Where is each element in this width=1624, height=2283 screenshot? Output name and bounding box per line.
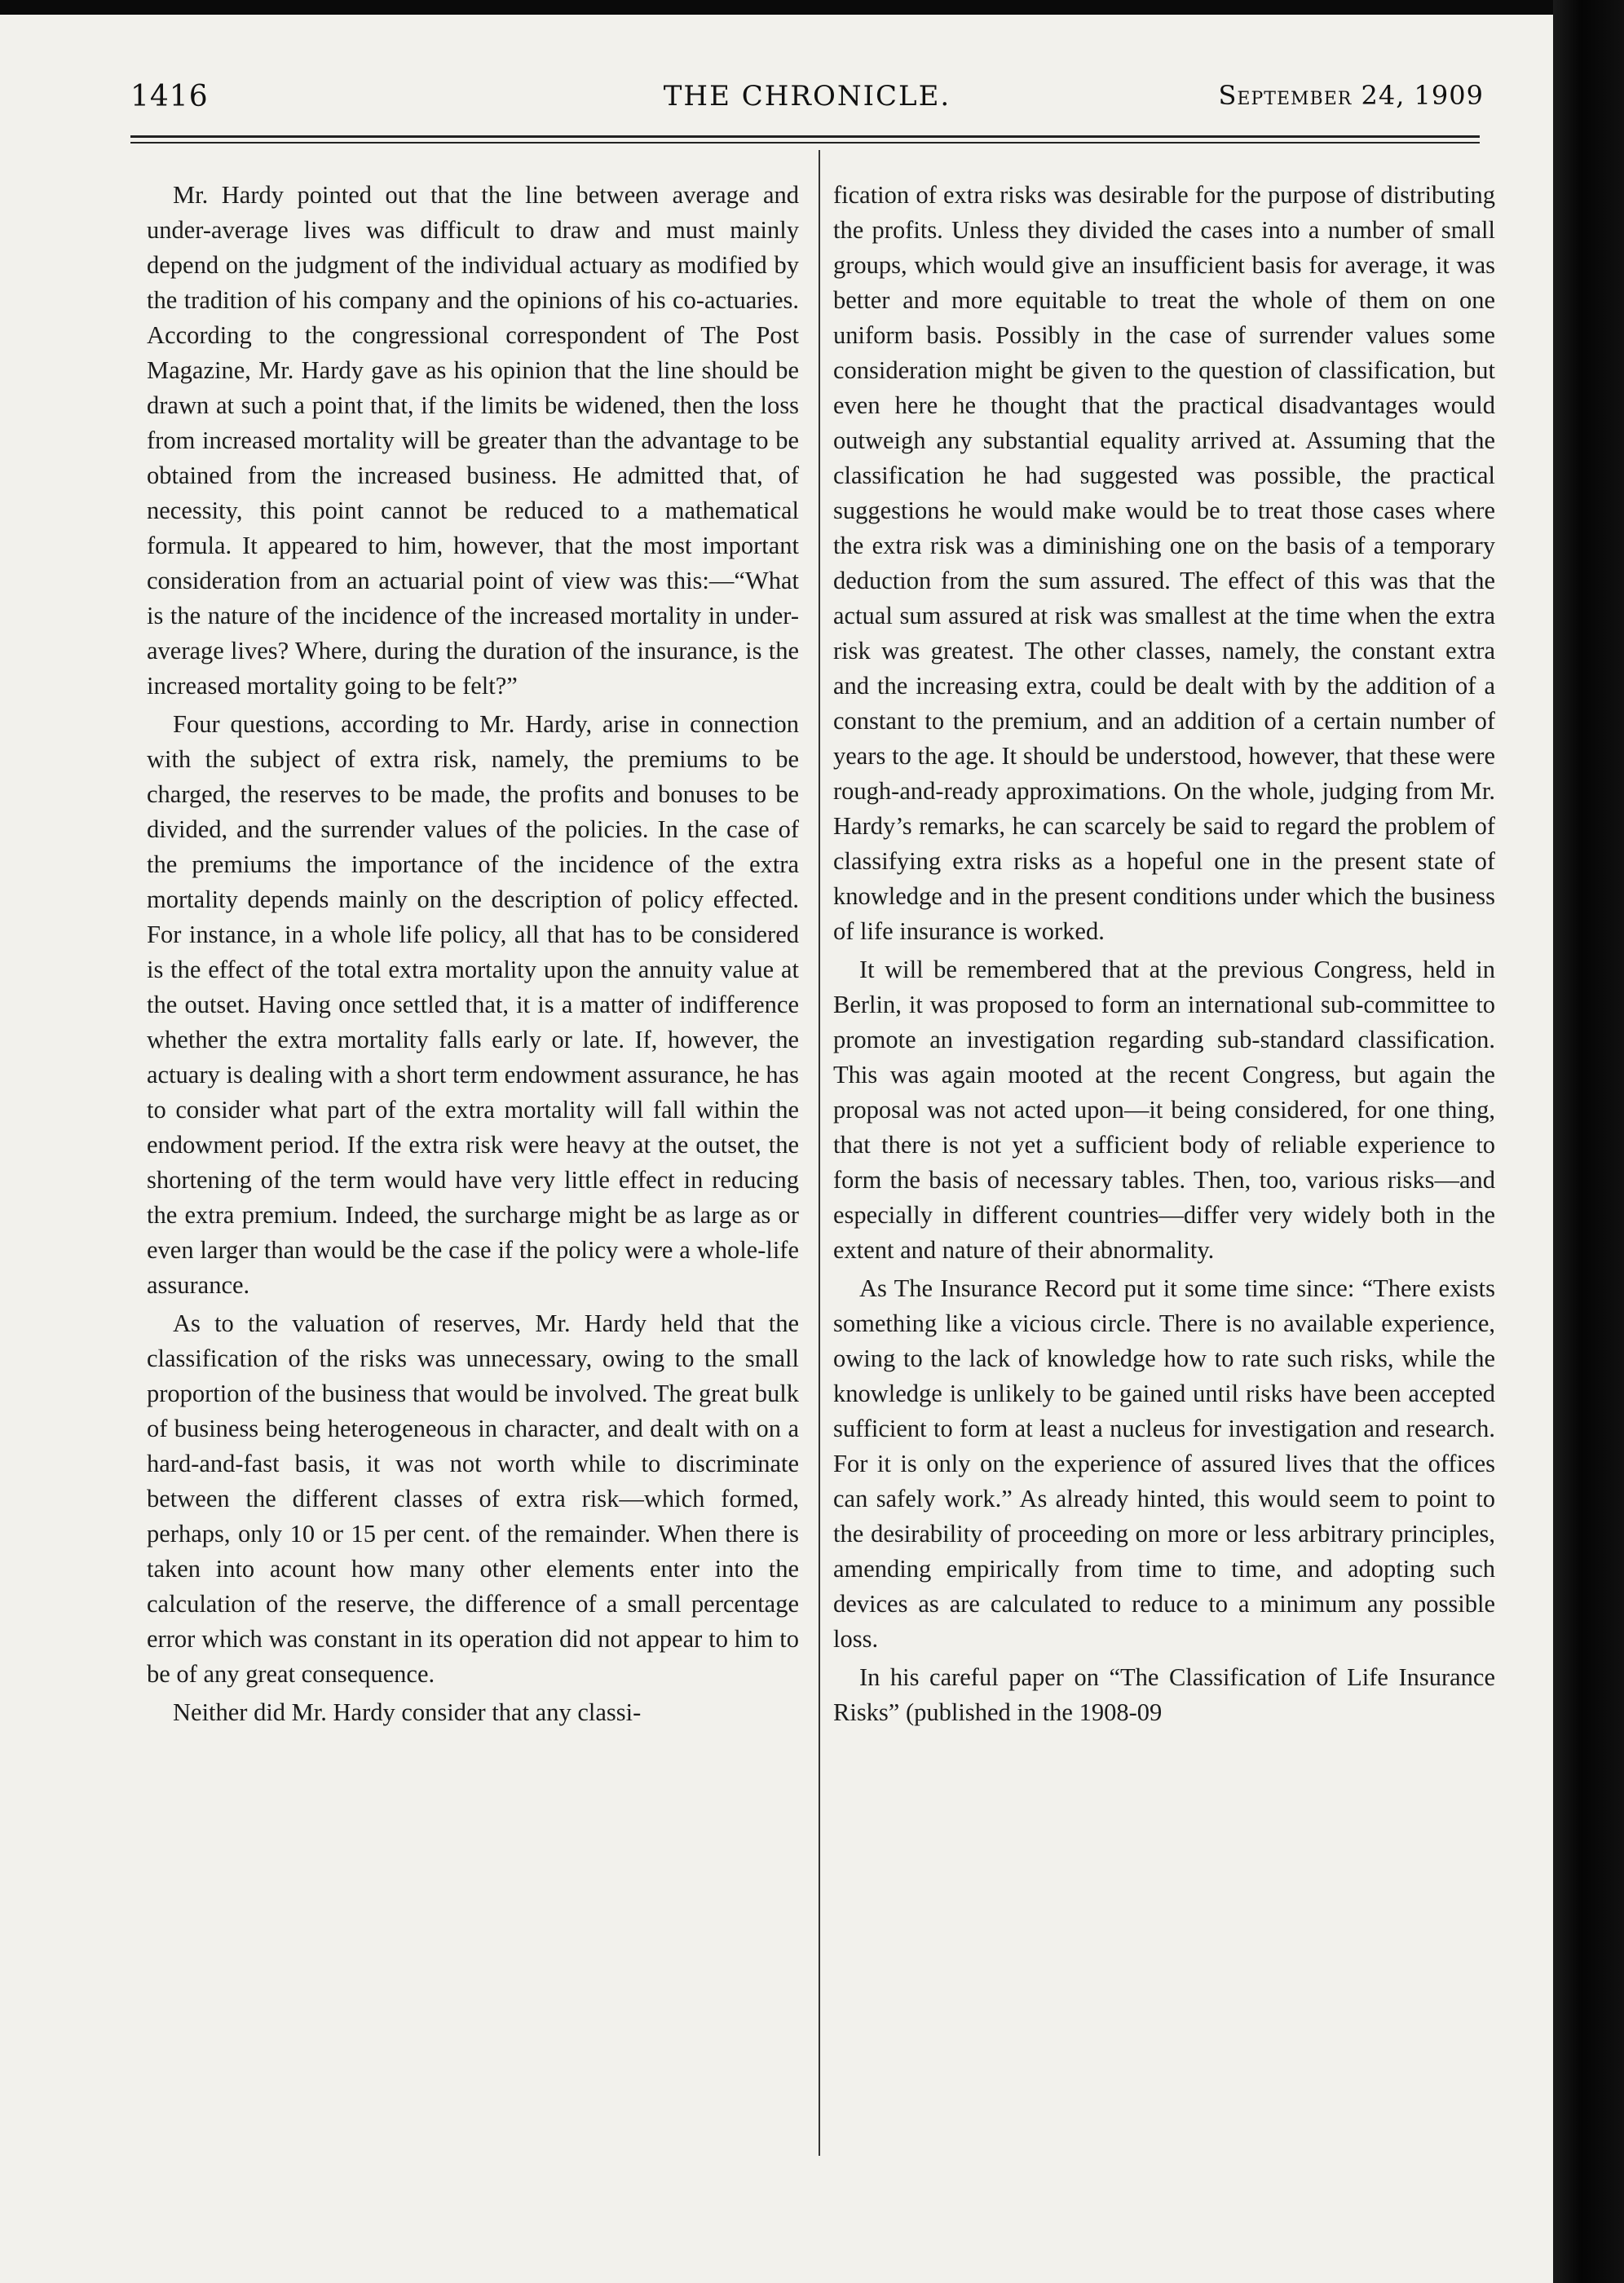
issue-date: September 24, 1909 bbox=[1218, 80, 1484, 111]
journal-title: THE CHRONICLE. bbox=[663, 80, 951, 113]
left-column bbox=[147, 178, 799, 1733]
page-header bbox=[130, 80, 1484, 129]
paragraph: As to the valuation of reserves, Mr. Hardy held that the classification of the risks was unnecessary, owing to the small proportion of the business that would be involved. The great bulk of business being heterogeneous in character, and dealt with on a hard-and-fast basis, it was not worth while to discriminate between the different classes of extra risk—which formed, perhaps, only 10 or 15 per cent. of the remainder. When there is taken into acount how many other elements enter into the calculation of the reserve, the difference of a small percentage error which was constant in its operation did not appear to him to be of any great consequence. bbox=[147, 1309, 799, 1688]
page-number: 1416 bbox=[130, 80, 209, 113]
newspaper-page bbox=[0, 15, 1553, 2283]
header-rule-top bbox=[130, 135, 1480, 138]
paragraph: Neither did Mr. Hardy consider that any classi- bbox=[173, 1698, 642, 1726]
paragraph: It will be remembered that at the previous Congress, held in Berlin, it was proposed to form an international sub-committee to promote an investigation regarding sub-standard classification. This was again mooted at the recent Congress, but again the proposal was not acted upon—it being considered, for one thing, that there is not yet a sufficient body of reliable experience to form the basis of necessary tables. Then, too, various risks—and especially in different countries—differ very widely both in the extent and nature of their abnormality. bbox=[833, 956, 1495, 1264]
right-column bbox=[833, 178, 1495, 1733]
paragraph: Four questions, according to Mr. Hardy, arise in connection with the subject of extra risk, namely, the premiums to be charged, the reserves to be made, the profits and bonuses to be divided, and the surrender values of the policies. In the case of the premiums the importance of the incidence of the extra mortality depends mainly on the description of policy effected. For instance, in a whole life policy, all that has to be considered is the effect of the total extra mortality upon the annuity value at the outset. Having once settled that, it is a matter of indifference whether the extra mortality falls early or late. If, however, the actuary is dealing with a short term endowment assurance, he has to consider what part of the extra mortality will fall within the endowment period. If the extra risk were heavy at the outset, the shortening of the term would have very little effect in reducing the extra premium. Indeed, the surcharge might be as large as or even larger than would be the case if the policy were a whole-life assurance. bbox=[147, 710, 799, 1299]
column-divider bbox=[819, 150, 820, 2156]
book-spine-edge bbox=[1553, 0, 1624, 2283]
paragraph: In his careful paper on “The Classification of Life Insurance Risks” (published in the 1908-09 bbox=[833, 1663, 1495, 1726]
paragraph: Mr. Hardy pointed out that the line between average and under-average lives was difficult to draw and must mainly depend on the judgment of the individual actuary as modified by the tradition of his company and the opinions of his co-actuaries. According to the congressional correspondent of The Post Magazine, Mr. Hardy gave as his opinion that the line should be drawn at such a point that, if the limits be widened, then the loss from increased mortality will be greater than the advantage to be obtained from the increased business. He admitted that, of necessity, this point cannot be reduced to a mathematical formula. It appeared to him, however, that the most important consideration from an actuarial point of view was this:—“What is the nature of the incidence of the increased mortality in under-average lives? Where, during the duration of the insurance, is the increased mortality going to be felt?” bbox=[147, 181, 799, 700]
paragraph: As The Insurance Record put it some time since: “There exists something like a vicious circle. There is no available experience, owing to the lack of knowledge how to rate such risks, while the knowledge is unlikely to be gained until risks have been accepted sufficient to form at least a nucleus for investigation and research. For it is only on the experience of assured lives that the offices can safely work.” As already hinted, this would seem to point to the desirability of proceeding on more or less arbitrary principles, amending empirically from time to time, and adopting such devices as are calculated to reduce to a minimum any possible loss. bbox=[833, 1274, 1495, 1653]
header-rule-bottom bbox=[130, 142, 1480, 144]
paragraph: fication of extra risks was desirable for the purpose of distributing the profits. Unless they divided the cases into a number of small groups, which would give an insufficient basis for average, it was better and more equitable to treat the whole of them on one uniform basis. Possibly in the case of surrender values some consideration might be given to the question of classification, but even here he thought that the practical disadvantages would outweigh any substantial equality arrived at. Assuming that the classification he had suggested was possible, the practical suggestions he would make would be to treat those cases where the extra risk was a diminishing one on the basis of a temporary deduction from the sum assured. The effect of this was that the actual sum assured at risk was smallest at the time when the extra risk was greatest. The other classes, namely, the constant extra and the increasing extra, could be dealt with by the addition of a constant to the premium, and an addition of a certain number of years to the age. It should be understood, however, that these were rough-and-ready approximations. On the whole, judging from Mr. Hardy’s remarks, he can scarcely be said to regard the problem of classifying extra risks as a hopeful one in the present state of knowledge and in the present conditions under which the business of life insurance is worked. bbox=[833, 181, 1495, 945]
